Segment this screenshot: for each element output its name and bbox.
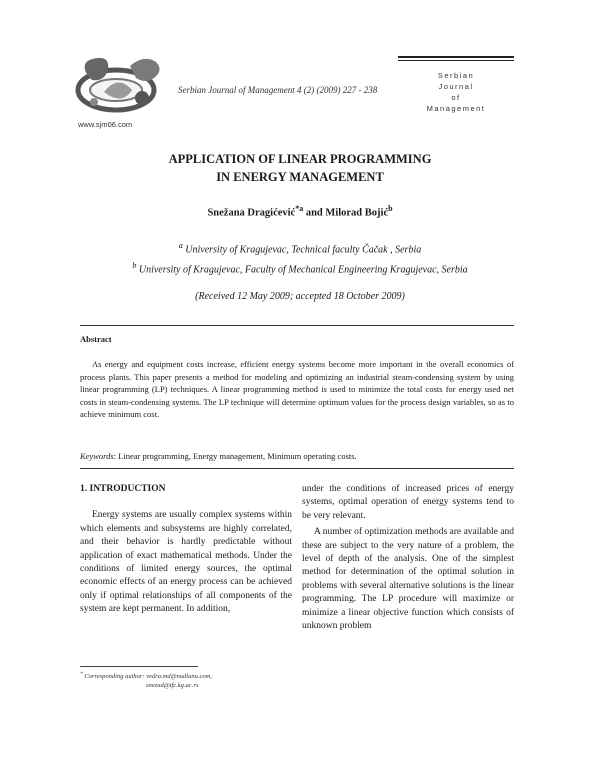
journal-name-line: Management	[426, 104, 486, 113]
abstract-heading: Abstract	[80, 334, 112, 344]
paper-title	[0, 150, 600, 186]
journal-name-line: of	[451, 93, 461, 102]
divider-bottom	[80, 468, 514, 469]
intro-paragraph-left: Energy systems are usually complex systems within which elements and subsystems are highly correlated, and their behavior is hardly predictable without application of exact mathematical methods. Under the conditions of limited energy sources, the optimal economic effects of an energy process can be achieved only if optimal relationships of all components of the system are kept permanent. In addition,	[80, 510, 292, 615]
journal-logo	[74, 52, 166, 118]
footnote	[80, 670, 212, 690]
footnote-rule	[80, 666, 198, 667]
journal-name-line: Serbian	[437, 71, 475, 80]
journal-name-line: Journal	[438, 82, 474, 91]
journal-reference: Serbian Journal of Management 4 (2) (2009) 227 - 238	[178, 85, 378, 95]
journal-box-top-rule	[398, 56, 514, 58]
affiliation-b-text: University of Kragujevac, Faculty of Mechanical Engineering Kragujevac, Serbia	[138, 264, 468, 276]
footnote-marker: *	[80, 671, 83, 677]
author-conjunction: and	[303, 207, 326, 219]
site-url: www.sjm06.com	[78, 120, 133, 129]
affiliation-a-text: University of Kragujevac, Technical faculty Čačak , Serbia	[185, 244, 422, 256]
authors	[0, 204, 600, 219]
intro-paragraph-continued: under the conditions of increased prices of energy systems, optimal operation of energy systems tend to be very relevant.	[302, 484, 514, 521]
sjm-logo-icon	[74, 52, 166, 118]
author-2: Milorad Bojić	[325, 207, 389, 219]
received-dates: (Received 12 May 2009; accepted 18 October 2009)	[195, 291, 405, 302]
keywords	[80, 451, 514, 461]
left-column	[80, 483, 292, 617]
corresponding-author-emails: Corresponding author: vedra.md@nadlanu.com,	[84, 673, 212, 681]
abstract-text: As energy and equipment costs increase, efficient energy systems become more important in the overall economics of process plants. This paper presents a method for modeling and optimizing an industrial steam-condensing system by using linear programming (LP) techniques. A linear programming method is used to minimize the total costs for energy used net costs in steam-condensing systems. The LP technique will determine optimum values for the process design variables, so as to achieve minimum cost.	[80, 359, 514, 419]
divider-top	[80, 325, 514, 326]
author-2-marker: b	[388, 204, 393, 213]
affiliation-a	[0, 241, 600, 255]
section-heading: 1. INTRODUCTION	[80, 484, 166, 494]
journal-name-box	[398, 56, 514, 114]
keywords-label: Keywords	[80, 451, 114, 461]
intro-paragraph-right: A number of optimization methods are available and these are subject to the very nature of a problem, the level of depth of the analysis. One of the simplest method for determination of the optimal solution in problems with several alternative solutions is the linear programming. The LP procedure will maximize or minimize a linear objective function which consists of unknown problem	[302, 527, 514, 632]
journal-name-text	[398, 61, 514, 114]
affiliation-b	[0, 261, 600, 275]
title-line-2: IN ENERGY MANAGEMENT	[216, 170, 384, 184]
affiliation-a-marker: a	[178, 241, 183, 250]
keywords-list: : Linear programming, Energy management, Minimum operating costs.	[113, 451, 357, 461]
author-1: Snežana Dragićević	[207, 207, 296, 219]
footnote-line-2: snezad@tfc.kg.ac.rs	[146, 682, 199, 690]
footnote-line-1	[80, 670, 212, 681]
title-line-1: APPLICATION OF LINEAR PROGRAMMING	[168, 152, 432, 166]
right-column	[302, 483, 514, 633]
author-1-marker: *a	[295, 204, 304, 213]
affiliation-b-marker: b	[132, 261, 137, 270]
